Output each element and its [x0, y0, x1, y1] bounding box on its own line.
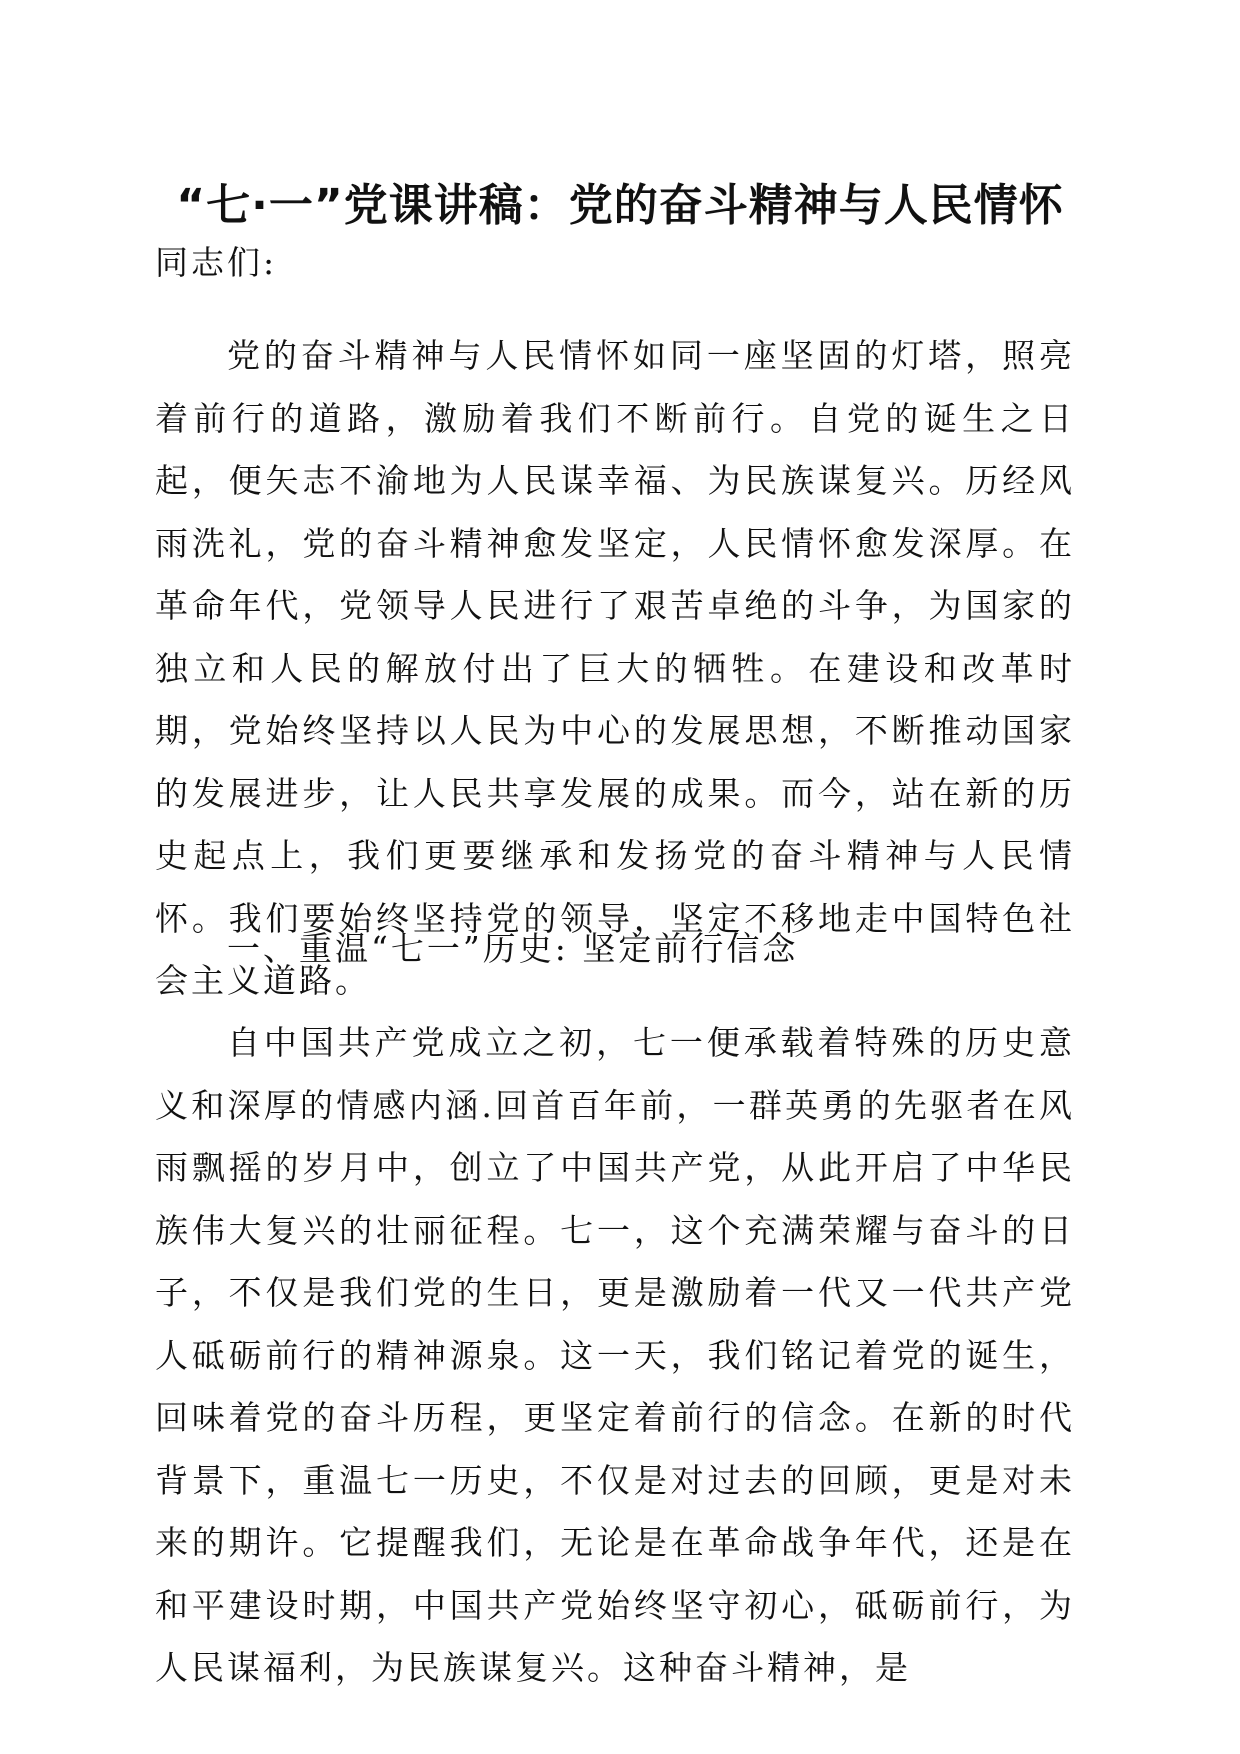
section-heading: 一、重温“七一”历史: 坚定前行信念: [227, 929, 799, 968]
greeting: 同志们:: [155, 243, 278, 282]
intro-paragraph: 党的奋斗精神与人民情怀如同一座坚固的灯塔，照亮着前行的道路，激励着我们不断前行。自党的诞生之日起，便矢志不渝地为人民谋幸福、为民族谋复兴。历经风雨洗礼，党的奋斗精神愈发坚定，人民情怀愈发深厚。在革命年代，党领导人民进行了艰苦卓绝的斗争，为国家的独立和人民的解放付出了巨大的牺牲。在建设和改革时期，党始终坚持以人民为中心的发展思想，不断推动国家的发展进步，让人民共享发展的成果。而今，站在新的历史起点上，我们更要继承和发扬党的奋斗精神与人民情怀。我们要始终坚持党的领导，坚定不移地走中国特色社会主义道路。: [155, 336, 1075, 1000]
document-title: “七·一”党课讲稿：党的奋斗精神与人民情怀: [176, 180, 1064, 231]
section-paragraph: 自中国共产党成立之初，七一便承载着特殊的历史意义和深厚的情感内涵.回首百年前，一群英勇的先驱者在风雨飘摇的岁月中，创立了中国共产党，从此开启了中华民族伟大复兴的壮丽征程。七一，这个充满荣耀与奋斗的日子，不仅是我们党的生日，更是激励着一代又一代共产党人砥砺前行的精神源泉。这一天，我们铭记着党的诞生，回味着党的奋斗历程，更坚定着前行的信念。在新的时代背景下，重温七一历史，不仅是对过去的回顾，更是对未来的期许。它提醒我们，无论是在革命战争年代，还是在和平建设时期，中国共产党始终坚守初心，砥砺前行，为人民谋福利，为民族谋复兴。这种奋斗精神，是: [155, 1023, 1075, 1687]
